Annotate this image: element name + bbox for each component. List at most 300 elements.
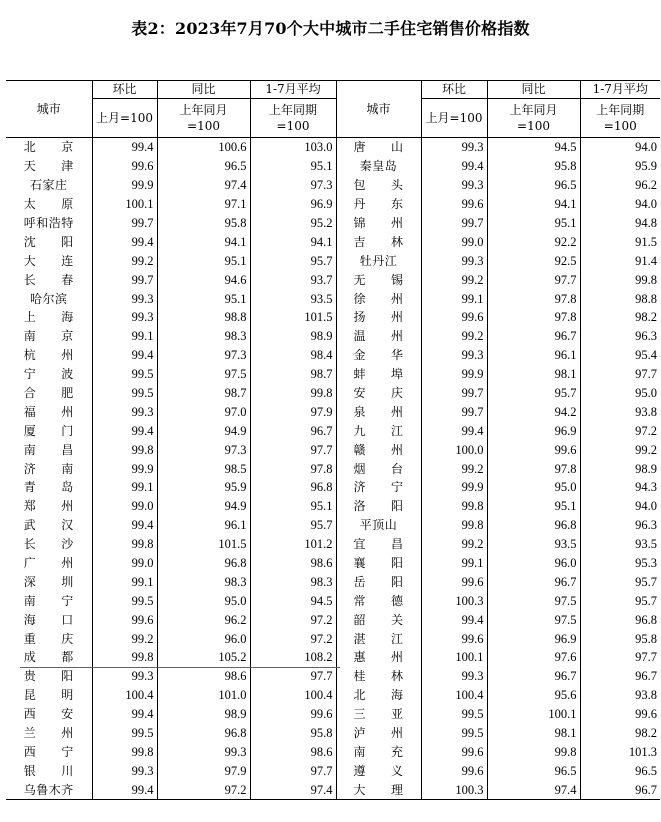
- left-city-cell: 西 宁: [23, 744, 74, 759]
- right-yoy-cell: 96.5: [487, 176, 580, 195]
- right-avg-cell: 95.8: [580, 629, 660, 648]
- right-mom-cell: 99.6: [421, 308, 487, 327]
- price-index-table: [6, 80, 660, 800]
- left-avg-cell: 99.8: [250, 384, 336, 403]
- right-city-cell: 蚌 埠: [336, 365, 421, 384]
- right-avg-cell: 93.8: [580, 402, 660, 421]
- right-yoy-cell: 98.1: [487, 365, 580, 384]
- right-yoy-cell: 92.2: [487, 232, 580, 251]
- table-row: [6, 440, 660, 459]
- table-row: [6, 724, 660, 743]
- left-yoy-cell: 95.0: [157, 591, 250, 610]
- left-yoy-cell: 98.7: [157, 384, 250, 403]
- right-mom-cell: 99.3: [421, 667, 487, 686]
- right-city-cell: 惠 州: [336, 648, 421, 667]
- left-avg-cell: 98.4: [250, 346, 336, 365]
- left-city-cell: 福 州: [23, 404, 74, 419]
- right-city-cell: 无 锡: [336, 270, 421, 289]
- table-title: 表2：2023年7月70个大中城市二手住宅销售价格指数: [131, 19, 530, 38]
- left-mom-cell: 100.4: [92, 686, 157, 705]
- right-mom-cell: 100.3: [421, 780, 487, 799]
- left-city-cell: 宁 波: [23, 367, 74, 382]
- left-yoy-cell: 98.5: [157, 459, 250, 478]
- left-avg-cell: 98.6: [250, 743, 336, 762]
- right-yoy-cell: 97.8: [487, 459, 580, 478]
- left-city-cell: 长 沙: [23, 537, 74, 552]
- right-avg-cell: 96.3: [580, 516, 660, 535]
- left-city-cell: 重 庆: [23, 631, 74, 646]
- right-yoy-cell: 94.2: [487, 402, 580, 421]
- left-mom-cell: 99.8: [92, 535, 157, 554]
- left-mom-cell: 99.7: [92, 270, 157, 289]
- table-row: [6, 346, 660, 365]
- right-yoy-cell: 94.5: [487, 138, 580, 157]
- left-yoy-cell: 94.9: [157, 421, 250, 440]
- table-row: [6, 157, 660, 176]
- left-avg-cell: 95.1: [250, 157, 336, 176]
- left-mom-cell: 99.5: [92, 591, 157, 610]
- right-avg-cell: 96.7: [580, 780, 660, 799]
- right-avg-cell: 93.8: [580, 686, 660, 705]
- right-avg-cell: 101.3: [580, 743, 660, 762]
- left-mom-cell: 99.0: [92, 554, 157, 573]
- table-row: [6, 497, 660, 516]
- left-yoy-cell: 95.8: [157, 214, 250, 233]
- right-mom-cell: 99.3: [421, 176, 487, 195]
- left-mom-cell: 99.4: [92, 232, 157, 251]
- table-row: [6, 591, 660, 610]
- left-mom-cell: 99.4: [92, 346, 157, 365]
- right-city-cell: 襄 阳: [336, 554, 421, 573]
- table-row: [6, 648, 660, 667]
- right-mom-cell: 99.5: [421, 724, 487, 743]
- left-city-cell: 太 原: [23, 197, 74, 212]
- left-avg-cell: 97.7: [250, 440, 336, 459]
- right-avg-cell: 96.2: [580, 176, 660, 195]
- left-mom-cell: 99.1: [92, 478, 157, 497]
- left-avg-cell: 98.6: [250, 554, 336, 573]
- left-avg-cell: 108.2: [250, 648, 336, 667]
- right-city-cell: 泸 州: [336, 724, 421, 743]
- right-city-cell: 常 德: [336, 591, 421, 610]
- right-avg-cell: 97.2: [580, 421, 660, 440]
- table-row: [6, 780, 660, 799]
- left-city-cell: 广 州: [23, 556, 74, 571]
- left-avg-cell: 95.7: [250, 516, 336, 535]
- left-yoy-cell: 97.3: [157, 440, 250, 459]
- left-avg-cell: 96.7: [250, 421, 336, 440]
- left-mom-cell: 99.8: [92, 743, 157, 762]
- right-yoy-cell: 99.6: [487, 440, 580, 459]
- right-yoy-cell: 98.1: [487, 724, 580, 743]
- left-city-cell: 昆 明: [23, 688, 74, 703]
- left-avg-cell: 94.5: [250, 591, 336, 610]
- left-mom-cell: 100.1: [92, 195, 157, 214]
- right-city-cell: 九 江: [336, 421, 421, 440]
- left-mom-cell: 99.6: [92, 610, 157, 629]
- right-yoy-cell: 96.7: [487, 667, 580, 686]
- right-city-cell: 平顶山: [336, 516, 421, 535]
- right-avg-cell: 99.6: [580, 705, 660, 724]
- table-row: [6, 365, 660, 384]
- right-avg-cell: 97.7: [580, 648, 660, 667]
- right-avg-cell: 94.8: [580, 214, 660, 233]
- left-mom-cell: 99.4: [92, 138, 157, 157]
- table-row: [6, 176, 660, 195]
- left-avg-cell: 100.4: [250, 686, 336, 705]
- table-row: [6, 421, 660, 440]
- left-yoy-cell: 99.3: [157, 743, 250, 762]
- right-avg-cell: 91.5: [580, 232, 660, 251]
- left-mom-cell: 99.4: [92, 780, 157, 799]
- left-yoy-cell: 98.3: [157, 327, 250, 346]
- right-city-cell: 牡丹江: [336, 251, 421, 270]
- right-yoy-cell: 95.1: [487, 214, 580, 233]
- left-city-cell: 南 宁: [23, 593, 74, 608]
- left-yoy-cell: 97.1: [157, 195, 250, 214]
- left-avg-cell: 95.2: [250, 214, 336, 233]
- right-mom-cell: 99.2: [421, 535, 487, 554]
- left-yoy-cell: 97.0: [157, 402, 250, 421]
- left-avg-cell: 94.1: [250, 232, 336, 251]
- left-avg-cell: 103.0: [250, 138, 336, 157]
- right-city-cell: 岳 阳: [336, 572, 421, 591]
- row-divider-line: [20, 667, 340, 668]
- left-avg-cell: 97.8: [250, 459, 336, 478]
- left-city-cell: 大 连: [23, 253, 74, 268]
- right-city-cell: 烟 台: [336, 459, 421, 478]
- left-yoy-cell: 94.9: [157, 497, 250, 516]
- avg-subheader-left: 上年同期 =100: [250, 99, 336, 138]
- right-city-cell: 大 理: [336, 780, 421, 799]
- right-city-cell: 泉 州: [336, 402, 421, 421]
- table-row: [6, 572, 660, 591]
- right-mom-cell: 99.7: [421, 402, 487, 421]
- left-city-cell: 济 南: [23, 461, 74, 476]
- right-city-cell: 桂 林: [336, 667, 421, 686]
- left-city-cell: 呼和浩特: [23, 216, 74, 230]
- right-avg-cell: 98.8: [580, 289, 660, 308]
- left-city-cell: 青 岛: [23, 480, 74, 495]
- right-avg-cell: 98.9: [580, 459, 660, 478]
- right-city-cell: 湛 江: [336, 629, 421, 648]
- right-avg-cell: 95.7: [580, 591, 660, 610]
- right-avg-cell: 96.7: [580, 667, 660, 686]
- right-mom-cell: 99.3: [421, 138, 487, 157]
- right-yoy-cell: 95.8: [487, 157, 580, 176]
- left-mom-cell: 99.1: [92, 572, 157, 591]
- right-yoy-cell: 92.5: [487, 251, 580, 270]
- right-yoy-cell: 96.1: [487, 346, 580, 365]
- right-mom-cell: 99.3: [421, 346, 487, 365]
- table-row: [6, 232, 660, 251]
- right-avg-cell: 94.3: [580, 478, 660, 497]
- left-city-cell: 南 京: [23, 329, 74, 344]
- table-row: [6, 610, 660, 629]
- right-avg-cell: 94.0: [580, 195, 660, 214]
- right-yoy-cell: 96.9: [487, 629, 580, 648]
- right-avg-cell: 95.4: [580, 346, 660, 365]
- left-city-cell: 沈 阳: [23, 234, 74, 249]
- left-yoy-cell: 97.3: [157, 346, 250, 365]
- table-row: [6, 743, 660, 762]
- right-city-cell: 济 宁: [336, 478, 421, 497]
- left-avg-cell: 96.8: [250, 478, 336, 497]
- left-mom-cell: 99.5: [92, 384, 157, 403]
- right-mom-cell: 99.4: [421, 610, 487, 629]
- left-city-cell: 天 津: [23, 159, 74, 174]
- left-avg-cell: 95.7: [250, 251, 336, 270]
- left-yoy-cell: 95.1: [157, 289, 250, 308]
- right-city-cell: 包 头: [336, 176, 421, 195]
- right-avg-cell: 91.4: [580, 251, 660, 270]
- right-city-cell: 遵 义: [336, 761, 421, 780]
- right-mom-cell: 100.3: [421, 591, 487, 610]
- left-yoy-cell: 97.4: [157, 176, 250, 195]
- table-row: [6, 289, 660, 308]
- left-avg-cell: 97.7: [250, 667, 336, 686]
- right-avg-cell: 99.2: [580, 440, 660, 459]
- right-city-cell: 韶 关: [336, 610, 421, 629]
- right-yoy-cell: 96.0: [487, 554, 580, 573]
- right-yoy-cell: 99.8: [487, 743, 580, 762]
- left-yoy-cell: 105.2: [157, 648, 250, 667]
- left-yoy-cell: 95.9: [157, 478, 250, 497]
- table-row: [6, 384, 660, 403]
- right-yoy-cell: 95.6: [487, 686, 580, 705]
- mom-header-left: 环比: [92, 81, 157, 99]
- right-city-cell: 北 海: [336, 686, 421, 705]
- right-avg-cell: 99.8: [580, 270, 660, 289]
- avg-subheader-right: 上年同期 =100: [580, 99, 660, 138]
- right-yoy-cell: 95.1: [487, 497, 580, 516]
- left-avg-cell: 93.5: [250, 289, 336, 308]
- left-mom-cell: 99.3: [92, 289, 157, 308]
- left-mom-cell: 99.4: [92, 705, 157, 724]
- avg-header-left: 1-7月平均: [250, 81, 336, 99]
- left-mom-cell: 99.2: [92, 629, 157, 648]
- right-yoy-cell: 97.8: [487, 308, 580, 327]
- left-city-cell: 海 口: [23, 612, 74, 627]
- avg-header-right: 1-7月平均: [580, 81, 660, 99]
- left-city-cell: 西 安: [23, 707, 74, 722]
- left-mom-cell: 99.9: [92, 176, 157, 195]
- right-avg-cell: 95.7: [580, 572, 660, 591]
- right-avg-cell: 95.0: [580, 384, 660, 403]
- right-mom-cell: 99.6: [421, 629, 487, 648]
- left-mom-cell: 99.5: [92, 365, 157, 384]
- table-row: [6, 459, 660, 478]
- right-mom-cell: 99.4: [421, 421, 487, 440]
- left-yoy-cell: 96.8: [157, 554, 250, 573]
- table-row: [6, 629, 660, 648]
- right-mom-cell: 99.1: [421, 289, 487, 308]
- left-yoy-cell: 96.1: [157, 516, 250, 535]
- right-avg-cell: 96.8: [580, 610, 660, 629]
- right-yoy-cell: 94.1: [487, 195, 580, 214]
- left-mom-cell: 99.3: [92, 308, 157, 327]
- right-yoy-cell: 93.5: [487, 535, 580, 554]
- left-city-cell: 贵 阳: [23, 669, 74, 684]
- right-yoy-cell: 97.6: [487, 648, 580, 667]
- right-yoy-cell: 100.1: [487, 705, 580, 724]
- right-city-cell: 温 州: [336, 327, 421, 346]
- left-city-cell: 北 京: [6, 138, 92, 157]
- table-row: [6, 667, 660, 686]
- right-city-cell: 赣 州: [336, 440, 421, 459]
- right-yoy-cell: 97.5: [487, 610, 580, 629]
- table-row: [6, 138, 660, 157]
- right-mom-cell: 99.5: [421, 705, 487, 724]
- left-avg-cell: 98.3: [250, 572, 336, 591]
- left-avg-cell: 101.2: [250, 535, 336, 554]
- table-row: [6, 195, 660, 214]
- right-yoy-cell: 96.7: [487, 572, 580, 591]
- right-city-cell: 唐 山: [336, 138, 421, 157]
- left-mom-cell: 99.5: [92, 724, 157, 743]
- left-avg-cell: 95.1: [250, 497, 336, 516]
- left-mom-cell: 99.1: [92, 327, 157, 346]
- left-yoy-cell: 98.3: [157, 572, 250, 591]
- table-row: [6, 478, 660, 497]
- right-mom-cell: 99.6: [421, 743, 487, 762]
- left-mom-cell: 99.3: [92, 402, 157, 421]
- left-yoy-cell: 96.2: [157, 610, 250, 629]
- left-avg-cell: 96.9: [250, 195, 336, 214]
- right-city-cell: 徐 州: [336, 289, 421, 308]
- right-city-cell: 三 亚: [336, 705, 421, 724]
- left-yoy-cell: 96.0: [157, 629, 250, 648]
- right-avg-cell: 98.2: [580, 308, 660, 327]
- yoy-header-left: 同比: [157, 81, 250, 99]
- left-avg-cell: 97.7: [250, 761, 336, 780]
- right-avg-cell: 95.3: [580, 554, 660, 573]
- right-avg-cell: 97.7: [580, 365, 660, 384]
- right-city-cell: 宜 昌: [336, 535, 421, 554]
- left-mom-cell: 99.9: [92, 459, 157, 478]
- right-city-cell: 洛 阳: [336, 497, 421, 516]
- left-city-cell: 上 海: [23, 310, 74, 325]
- table-row: [6, 705, 660, 724]
- left-city-cell: 兰 州: [23, 726, 74, 741]
- yoy-subheader-left: 上年同月 =100: [157, 99, 250, 138]
- left-mom-cell: 99.4: [92, 516, 157, 535]
- right-city-cell: 扬 州: [336, 308, 421, 327]
- left-city-cell: 南 昌: [23, 442, 74, 457]
- left-avg-cell: 97.2: [250, 629, 336, 648]
- left-mom-cell: 99.7: [92, 214, 157, 233]
- left-mom-cell: 99.4: [92, 421, 157, 440]
- left-yoy-cell: 96.5: [157, 157, 250, 176]
- table-row: [6, 761, 660, 780]
- left-city-cell: 银 川: [23, 763, 74, 778]
- left-city-cell: 厦 门: [23, 423, 74, 438]
- mom-subheader-right: 上月=100: [421, 99, 487, 138]
- right-yoy-cell: 95.7: [487, 384, 580, 403]
- table-row: [6, 214, 660, 233]
- right-city-cell: 南 充: [336, 743, 421, 762]
- right-avg-cell: 96.3: [580, 327, 660, 346]
- left-city-cell: 哈尔滨: [29, 291, 68, 306]
- left-yoy-cell: 100.6: [157, 138, 250, 157]
- right-yoy-cell: 97.8: [487, 289, 580, 308]
- left-city-cell: 长 春: [23, 272, 74, 287]
- table-row: [6, 402, 660, 421]
- left-yoy-cell: 97.2: [157, 780, 250, 799]
- yoy-subheader-right: 上年同月 =100: [487, 99, 580, 138]
- left-avg-cell: 95.8: [250, 724, 336, 743]
- table-row: [6, 308, 660, 327]
- right-mom-cell: 99.7: [421, 214, 487, 233]
- right-city-cell: 安 庆: [336, 384, 421, 403]
- left-city-cell: 乌鲁木齐: [6, 780, 92, 799]
- right-mom-cell: 100.1: [421, 648, 487, 667]
- right-mom-cell: 100.0: [421, 440, 487, 459]
- left-city-cell: 石家庄: [29, 178, 68, 193]
- right-mom-cell: 99.4: [421, 157, 487, 176]
- left-mom-cell: 99.6: [92, 157, 157, 176]
- table-row: [6, 535, 660, 554]
- left-yoy-cell: 95.1: [157, 251, 250, 270]
- right-mom-cell: 99.8: [421, 497, 487, 516]
- left-mom-cell: 99.0: [92, 497, 157, 516]
- right-avg-cell: 96.5: [580, 761, 660, 780]
- left-avg-cell: 98.7: [250, 365, 336, 384]
- left-yoy-cell: 97.5: [157, 365, 250, 384]
- city-header-right: 城市: [336, 81, 421, 138]
- left-yoy-cell: 98.9: [157, 705, 250, 724]
- right-yoy-cell: 97.7: [487, 270, 580, 289]
- right-mom-cell: 99.3: [421, 251, 487, 270]
- left-avg-cell: 97.4: [250, 780, 336, 799]
- right-yoy-cell: 95.0: [487, 478, 580, 497]
- right-mom-cell: 99.1: [421, 554, 487, 573]
- table-row: [6, 554, 660, 573]
- mom-subheader-left: 上月=100: [92, 99, 157, 138]
- right-yoy-cell: 96.9: [487, 421, 580, 440]
- table-row: [6, 327, 660, 346]
- table-row: [6, 251, 660, 270]
- left-avg-cell: 97.2: [250, 610, 336, 629]
- right-city-cell: 秦皇岛: [336, 157, 421, 176]
- mom-header-right: 环比: [421, 81, 487, 99]
- left-yoy-cell: 97.9: [157, 761, 250, 780]
- right-mom-cell: 99.6: [421, 572, 487, 591]
- left-city-cell: 成 都: [23, 650, 74, 665]
- left-avg-cell: 99.6: [250, 705, 336, 724]
- right-city-cell: 金 华: [336, 346, 421, 365]
- right-mom-cell: 99.9: [421, 365, 487, 384]
- right-mom-cell: 100.4: [421, 686, 487, 705]
- right-avg-cell: 98.2: [580, 724, 660, 743]
- left-yoy-cell: 94.6: [157, 270, 250, 289]
- left-avg-cell: 97.9: [250, 402, 336, 421]
- city-header-left: 城市: [6, 81, 92, 138]
- left-city-cell: 合 肥: [23, 386, 74, 401]
- right-yoy-cell: 96.8: [487, 516, 580, 535]
- right-yoy-cell: 96.5: [487, 761, 580, 780]
- right-mom-cell: 99.2: [421, 270, 487, 289]
- left-avg-cell: 98.9: [250, 327, 336, 346]
- right-avg-cell: 95.9: [580, 157, 660, 176]
- left-yoy-cell: 98.6: [157, 667, 250, 686]
- right-avg-cell: 94.0: [580, 138, 660, 157]
- right-yoy-cell: 97.5: [487, 591, 580, 610]
- left-mom-cell: 99.3: [92, 667, 157, 686]
- right-mom-cell: 99.0: [421, 232, 487, 251]
- left-yoy-cell: 98.8: [157, 308, 250, 327]
- left-yoy-cell: 96.8: [157, 724, 250, 743]
